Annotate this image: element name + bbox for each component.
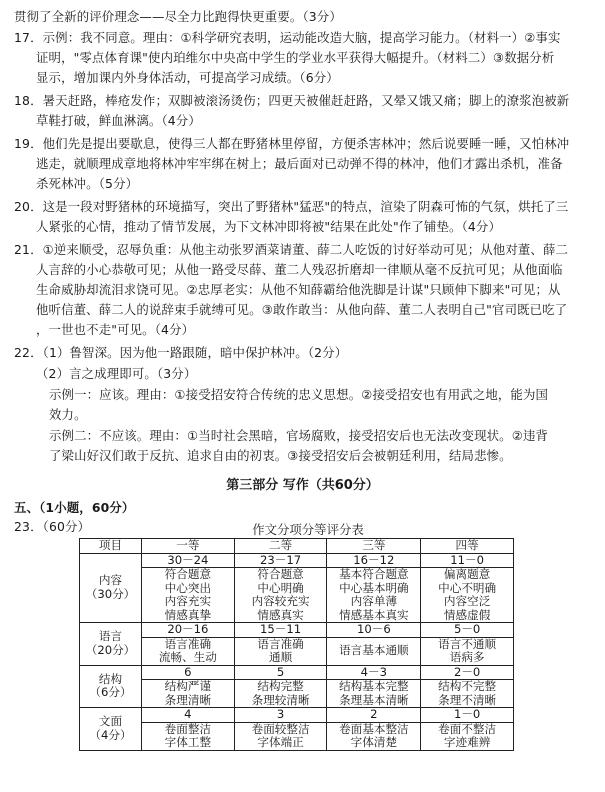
- answer-22-example-2: 示例二：不应该。理由：①当时社会黑暗，官场腐败，接受招安后也无法改变现状。②违背: [49, 428, 549, 443]
- answer-22-line-1: 22．（1）鲁智深。因为他一路跟随，暗中保护林冲。（2分）: [14, 345, 348, 360]
- header-item: 项目: [80, 539, 142, 554]
- score-range-cell: 10－6: [327, 623, 421, 638]
- criteria-line: 卷面不整洁: [438, 721, 497, 736]
- score-range-cell: 30－24: [142, 553, 235, 568]
- criteria-line: 中心明确: [257, 580, 304, 595]
- score-range-cell: 5: [234, 665, 327, 680]
- score-range-cell: 15－11: [234, 623, 327, 638]
- criteria-line: 内容较充实: [251, 594, 310, 608]
- criteria-line: 通顺: [268, 650, 293, 664]
- criteria-cell: [142, 637, 235, 665]
- criteria-line: 结构不完整: [438, 679, 497, 693]
- criteria-line: 符合题意: [164, 567, 212, 581]
- score-range-cell: 2: [327, 708, 421, 723]
- table-row-content-scores: [80, 553, 514, 568]
- criteria-line: 结构严谨: [164, 679, 212, 693]
- question-23-label: 23．（60分）: [14, 519, 91, 534]
- criteria-line: 结构完整: [257, 679, 304, 693]
- table-row-structure-criteria: [80, 680, 514, 708]
- answer-17-line-3: 显示，增加课内外身体活动，可提高学习成绩。（6分）: [36, 70, 339, 85]
- answer-18-line-2: 草鞋打破，鲜血淋漓。（4分）: [36, 113, 201, 128]
- header-grade-2: 二等: [234, 539, 327, 554]
- row-label-line: （4分）: [89, 727, 132, 742]
- criteria-line: 符合题意: [257, 567, 304, 581]
- table-row-structure-scores: [80, 665, 514, 680]
- row-label-line: 文面: [98, 714, 123, 729]
- score-range-cell: 16－12: [327, 553, 421, 568]
- answer-19-line-3: 杀死林冲。（5分）: [36, 176, 139, 191]
- row-label-line: （6分）: [89, 685, 132, 700]
- criteria-line: 字体清楚: [350, 735, 398, 749]
- row-label-line: 语言: [98, 629, 123, 644]
- criteria-line: 流畅、生动: [158, 650, 217, 664]
- criteria-line: 卷面整洁: [164, 721, 212, 736]
- criteria-line: 情感真实: [257, 607, 304, 622]
- header-grade-4: 四等: [421, 539, 514, 554]
- criteria-line: 语言不通顺: [438, 636, 497, 651]
- answer-21-line-1: 21．①逆来顺受，忍辱负重：从他主动张罗酒菜请董、薛二人吃饭的讨好举动可见；从他对董、薛二: [14, 242, 569, 257]
- row-label-line: 内容: [98, 573, 123, 588]
- criteria-line: 语言基本通顺: [339, 643, 409, 658]
- row-label-line: （30分）: [85, 586, 136, 601]
- criteria-line: 字体端正: [257, 735, 304, 749]
- criteria-line: 中心不明确: [438, 580, 497, 595]
- header-grade-1: 一等: [142, 539, 235, 554]
- score-range-cell: 6: [142, 665, 235, 680]
- criteria-cell: [327, 568, 421, 623]
- table-row-language-criteria: [80, 637, 514, 665]
- criteria-line: 卷面较整洁: [251, 721, 310, 736]
- criteria-cell: [327, 680, 421, 708]
- score-range-cell: 1－0: [421, 708, 514, 723]
- criteria-line: 偏离题意: [443, 567, 491, 581]
- criteria-cell: [234, 680, 327, 708]
- table-row-presentation-criteria: [80, 722, 514, 750]
- criteria-cell: [421, 568, 514, 623]
- answer-20-line-2: 人紧张的心情，推动了情节发展，为下文林冲即将被"结果在此处"作了铺垫。（4分）: [36, 219, 501, 234]
- criteria-cell: [327, 637, 421, 665]
- answer-17-line-2: 证明，"零点体育课"使内珀维尔中央高中学生的学业水平获得大幅提升。（材料二）③数据分析: [36, 50, 555, 65]
- answer-19-line-2: 逃走，就顺理成章地将林冲牢牢绑在树上；最后面对已动弹不得的林冲，他们才露出杀机，准备: [36, 156, 563, 171]
- criteria-line: 内容充实: [164, 594, 212, 608]
- table-header-row: [80, 539, 514, 554]
- criteria-cell: [234, 568, 327, 623]
- criteria-line: 语病多: [449, 650, 485, 664]
- criteria-cell: [421, 680, 514, 708]
- criteria-cell: [234, 637, 327, 665]
- criteria-line: 字体工整: [164, 735, 212, 749]
- criteria-line: 条理较清晰: [251, 692, 310, 707]
- answer-22-line-2: （2）言之成理即可。（3分）: [36, 366, 197, 381]
- criteria-line: 情感基本真实: [339, 607, 409, 622]
- answer-22-example-2-cont: 了梁山好汉们敢于反抗、追求自由的初衷。③接受招安后会被朝廷利用，结局悲惨。: [49, 448, 512, 463]
- score-range-cell: 11－0: [421, 553, 514, 568]
- table-row-language-scores: [80, 623, 514, 638]
- criteria-line: 内容空泛: [443, 594, 491, 608]
- criteria-line: 中心突出: [164, 580, 212, 595]
- criteria-line: 中心基本明确: [339, 580, 409, 595]
- criteria-line: 字迹难辨: [443, 735, 491, 749]
- criteria-line: 条理清晰: [164, 692, 212, 707]
- criteria-line: 语言准确: [164, 636, 212, 651]
- answer-17-line-1: 17．示例：我不同意。理由：①科学研究表明，运动能改造大脑，提高学习能力。（材料一）②事实: [14, 30, 561, 45]
- score-range-cell: 20－16: [142, 623, 235, 638]
- criteria-cell: [421, 637, 514, 665]
- criteria-line: 基本符合题意: [339, 567, 409, 581]
- criteria-line: 情感真挚: [164, 607, 212, 622]
- score-range-cell: 2－0: [421, 665, 514, 680]
- score-range-cell: 23－17: [234, 553, 327, 568]
- criteria-cell: [327, 722, 421, 750]
- row-label-line: 结构: [98, 671, 123, 686]
- answer-19-line-1: 19．他们先是提出要歇息，使得三人都在野猪林里停留，方便杀害林冲；然后说要睡一睡，又怕林冲: [14, 136, 570, 151]
- answer-22-example-1-cont: 效力。: [49, 407, 87, 422]
- table-row-content-criteria: [80, 568, 514, 623]
- table-caption: 作文分项分等评分表: [252, 522, 364, 537]
- scoring-table: [79, 538, 514, 751]
- score-range-cell: 5－0: [421, 623, 514, 638]
- answer-22-example-1: 示例一：应该。理由：①接受招安符合传统的忠义思想。②接受招安也有用武之地，能为国: [49, 387, 549, 402]
- row-label-line: （20分）: [85, 642, 136, 657]
- criteria-line: 条理基本清晰: [339, 692, 409, 707]
- part-heading: 五、（1小题，60分）: [14, 500, 135, 515]
- criteria-cell: [142, 722, 235, 750]
- score-range-cell: 4: [142, 708, 235, 723]
- answer-21-line-3: 生命威胁却流泪求饶可见。②忠厚老实：从他不知薛霸给他洗脚是计谋"只顾伸下脚来"可见；从: [36, 282, 561, 297]
- answer-16-tail: 贯彻了全新的评价理念——尽全力比跑得快更重要。（3分）: [14, 9, 342, 24]
- answer-18-line-1: 18．暑天赶路，棒疮发作；双脚被滚汤烫伤；四更天被催赶赶路，又晕又饿又痛；脚上的潦浆泡被新: [14, 93, 570, 108]
- answer-21-line-5: ，一世也不走"可见。（4分）: [36, 322, 195, 337]
- criteria-line: 语言准确: [257, 636, 304, 651]
- row-label-content: [80, 553, 142, 623]
- criteria-line: 情感虚假: [443, 607, 491, 622]
- header-grade-3: 三等: [327, 539, 421, 554]
- row-label-language: [80, 623, 142, 666]
- score-range-cell: 3: [234, 708, 327, 723]
- criteria-cell: [142, 568, 235, 623]
- score-range-cell: 4－3: [327, 665, 421, 680]
- table-row-presentation-scores: [80, 708, 514, 723]
- row-label-presentation: [80, 708, 142, 751]
- criteria-cell: [234, 722, 327, 750]
- criteria-line: 条理不清晰: [438, 692, 497, 707]
- criteria-cell: [421, 722, 514, 750]
- answer-20-line-1: 20．这是一段对野猪林的环境描写，突出了野猪林"猛恶"的特点，渲染了阴森可怖的气氛，烘托了三: [14, 199, 569, 214]
- row-label-structure: [80, 665, 142, 708]
- criteria-line: 内容单薄: [350, 594, 398, 608]
- section-title: 第三部分 写作（共60分）: [226, 478, 379, 493]
- answer-21-line-2: 人言辞的小心恭敬可见；从他一路受尽薛、董二人残忍折磨却一律顺从毫不反抗可见；从他面临: [36, 262, 563, 277]
- criteria-line: 结构基本完整: [339, 679, 409, 693]
- criteria-line: 卷面基本整洁: [339, 721, 409, 736]
- criteria-cell: [142, 680, 235, 708]
- answer-21-line-4: 他听信董、薛二人的说辞束手就缚可见。③敢作敢当：从他向薛、董二人表明自己"官司既已吃了: [36, 302, 568, 317]
